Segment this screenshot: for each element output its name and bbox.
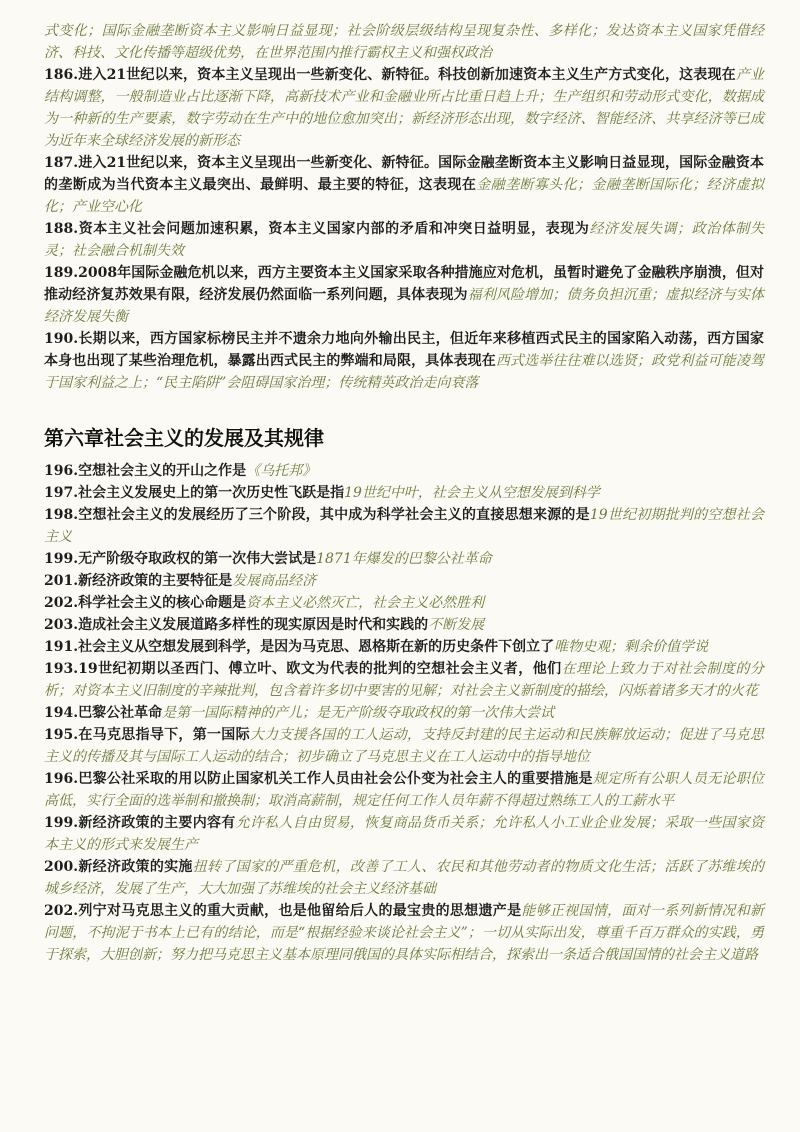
question-stem: 200.新经济政策的实施 — [44, 859, 193, 875]
question-stem: 199.无产阶级夺取政权的第一次伟大尝试是 — [44, 551, 317, 567]
question-stem: 203.造成社会主义发展道路多样性的现实原因是时代和实践的 — [44, 617, 429, 633]
question-stem: 194.巴黎公社革命 — [44, 705, 163, 721]
qa-entry — [44, 658, 764, 702]
question-stem: 196.空想社会主义的开山之作是 — [44, 463, 247, 479]
answer-text: 发展商品经济 — [232, 573, 317, 589]
question-stem: 190.长期以来，西方国家标榜民主并不遗余力地向外输出民主，但近年来移植西式民主的国家陷入动荡，西方国家本身也出现了某些治理危机，暴露出西式民主的弊端和局限，具体表现在 — [44, 331, 764, 369]
answer-text: 扭转了国家的严重危机，改善了工人、农民和其他劳动者的物质文化生活；活跃了苏维埃的城乡经济，发展了生产，大大加强了苏维埃的社会主义经济基础 — [44, 859, 764, 897]
qa-entry — [44, 614, 764, 636]
answer-text: 能够正视国情，面对一系列新情况和新问题，不拘泥于书本上已有的结论，而是“根据经验来谈论社会主义”；一切从实际出发，尊重千百万群众的实践，勇于探索，大胆创新；努力把马克思主义基本原理同俄国的具体实际相结合，探索出一条适合俄国国情的社会主义道路 — [44, 903, 764, 963]
chapter-entries — [44, 460, 764, 966]
question-stem: 198.空想社会主义的发展经历了三个阶段，其中成为科学社会主义的直接思想来源的是 — [44, 507, 590, 523]
answer-text: 规定所有公职人员无论职位高低，实行全面的选举制和撤换制；取消高薪制，规定任何工作人员年薪不得超过熟练工人的工薪水平 — [44, 771, 764, 809]
question-stem: 189.2008年国际金融危机以来，西方主要资本主义国家采取各种措施应对危机，虽暂时避免了金融秩序崩溃，但对推动经济复苏效果有限，经济发展仍然面临一系列问题，具体表现为 — [44, 265, 764, 303]
answer-text: 福利风险增加；债务负担沉重；虚拟经济与实体经济发展失衡 — [44, 287, 765, 325]
answer-text: 不断发展 — [428, 617, 485, 633]
qa-entry — [44, 812, 764, 856]
answer-text: 在理论上致力于对社会制度的分析；对资本主义旧制度的辛辣批判，包含着许多切中要害的见解；对社会主义新制度的描绘，闪烁着诸多天才的火花 — [44, 661, 765, 699]
qa-entry — [44, 328, 764, 394]
qa-entry — [44, 636, 764, 658]
qa-entry — [44, 482, 764, 504]
question-stem: 187.进入21世纪以来，资本主义呈现出一些新变化、新特征。国际金融垄断资本主义影响日益显现，国际金融资本的垄断成为当代资本主义最突出、最鲜明、最主要的特征，这表现在 — [44, 155, 764, 193]
qa-entry — [44, 702, 764, 724]
answer-text: 唯物史观；剩余价值学说 — [554, 639, 709, 655]
question-stem: 196.巴黎公社采取的用以防止国家机关工作人员由社会公仆变为社会主人的重要措施是 — [44, 771, 593, 787]
qa-entry — [44, 592, 764, 614]
answer-text: 19世纪初期批判的空想社会主义 — [44, 507, 764, 545]
question-stem: 202.科学社会主义的核心命题是 — [44, 595, 247, 611]
answer-text: 大力支援各国的工人运动，支持反封建的民主运动和民族解放运动；促进了马克思主义的传播及其与国际工人运动的结合；初步确立了马克思主义在工人运动中的指导地位 — [44, 727, 764, 765]
qa-entry — [44, 724, 764, 768]
question-stem: 186.进入21世纪以来，资本主义呈现出一些新变化、新特征。科技创新加速资本主义生产方式变化，这表现在 — [44, 67, 736, 83]
answer-text: 允许私人自由贸易，恢复商品货币关系；允许私人小工业企业发展；采取一些国家资本主义的形式来发展生产 — [44, 815, 764, 853]
answer-text: 西式选举往往难以选贤；政党利益可能凌驾于国家利益之上；“民主陷阱”会阻碍国家治理；传统精英政治走向衰落 — [44, 353, 765, 391]
answer-text: 资本主义必然灭亡，社会主义必然胜利 — [246, 595, 485, 611]
question-stem: 193.19世纪初期以圣西门、傅立叶、欧文为代表的批判的空想社会主义者，他们 — [44, 661, 562, 677]
qa-entry — [44, 152, 764, 218]
answer-text: 式变化；国际金融垄断资本主义影响日益显现；社会阶级层级结构呈现复杂性、多样化；发达资本主义国家凭借经济、科技、文化传播等超级优势，在世界范围内推行霸权主义和强权政治 — [44, 23, 764, 61]
top-entries — [44, 20, 764, 394]
qa-entry — [44, 768, 764, 812]
question-stem: 191.社会主义从空想发展到科学，是因为马克思、恩格斯在新的历史条件下创立了 — [44, 639, 555, 655]
qa-entry — [44, 262, 764, 328]
qa-entry — [44, 218, 764, 262]
answer-text: 是第一国际精神的产儿；是无产阶级夺取政权的第一次伟大尝试 — [162, 705, 555, 721]
qa-entry — [44, 856, 764, 900]
chapter-heading: 第六章社会主义的发展及其规律 — [44, 426, 324, 450]
question-stem: 202.列宁对马克思主义的重大贡献，也是他留给后人的最宝贵的思想遗产是 — [44, 903, 522, 919]
qa-entry — [44, 900, 764, 966]
answer-text: 1871年爆发的巴黎公社革命 — [316, 551, 492, 567]
answer-text: 产业结构调整，一般制造业占比逐渐下降，高新技术产业和金融业所占比重日趋上升；生产组织和劳动形式变化，数据成为一种新的生产要素，数字劳动在生产中的地位愈加突出；新经济形态出现，数字经济、智能经济、共享经济等已成为近年来全球经济发展的新形态 — [44, 67, 765, 149]
answer-text: 金融垄断寡头化；金融垄断国际化；经济虚拟化；产业空心化 — [44, 177, 765, 215]
question-stem: 201.新经济政策的主要特征是 — [44, 573, 233, 589]
qa-entry — [44, 504, 764, 548]
qa-entry — [44, 460, 764, 482]
question-stem: 197.社会主义发展史上的第一次历史性飞跃是指 — [44, 485, 345, 501]
answer-text: 《乌托邦》 — [246, 463, 317, 479]
question-stem: 188.资本主义社会问题加速积累，资本主义国家内部的矛盾和冲突日益明显，表现为 — [44, 221, 590, 237]
answer-text: 经济发展失调；政治体制失灵；社会融合机制失效 — [44, 221, 764, 259]
answer-text: 19世纪中叶，社会主义从空想发展到科学 — [344, 485, 600, 501]
question-stem: 195.在马克思指导下，第一国际 — [44, 727, 250, 743]
question-stem: 199.新经济政策的主要内容有 — [44, 815, 236, 831]
qa-entry — [44, 548, 764, 570]
qa-entry — [44, 570, 764, 592]
qa-entry — [44, 20, 764, 64]
qa-entry — [44, 64, 764, 152]
